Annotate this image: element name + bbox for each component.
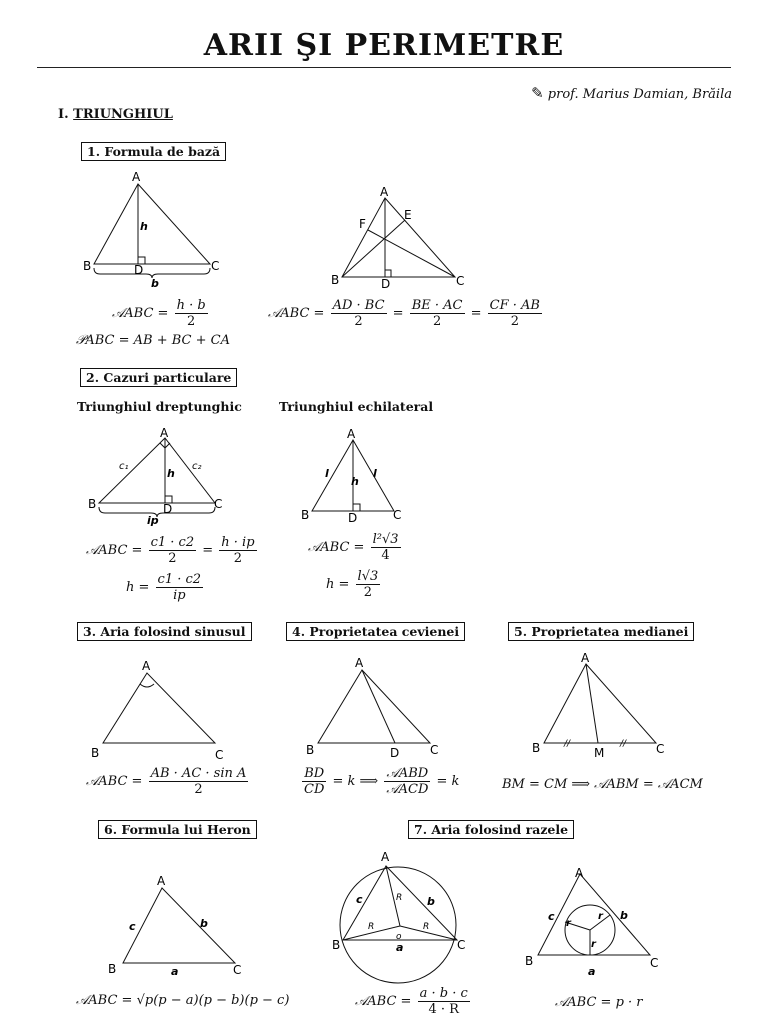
svg-text:h: h [167, 467, 175, 480]
svg-text:C: C [215, 748, 224, 762]
svg-text:a: a [588, 965, 596, 978]
svg-text:A: A [157, 874, 166, 888]
box-formula-heron: 6. Formula lui Heron [98, 820, 257, 839]
svg-text:D: D [348, 511, 358, 525]
svg-text:b: b [620, 909, 628, 922]
svg-text:c₂: c₂ [192, 461, 202, 472]
svg-text:C: C [430, 743, 439, 757]
svg-text:r: r [591, 939, 596, 950]
right-triangle-title: Triunghiul dreptunghic [77, 399, 242, 414]
diagram-median-triangle [528, 650, 678, 762]
pencil-icon: ✎ [531, 84, 544, 102]
author-name: prof. Marius Damian, Brăila [547, 87, 732, 102]
svg-text:b: b [427, 895, 435, 908]
svg-text:o: o [396, 932, 402, 942]
box-cazuri-particulare: 2. Cazuri particulare [80, 368, 237, 387]
svg-text:B: B [301, 508, 310, 522]
svg-text:h: h [351, 475, 359, 488]
svg-text:D: D [163, 502, 173, 516]
label-h: h [140, 220, 148, 233]
svg-text:B: B [88, 497, 97, 511]
formula-median: BM = CM ⟹ 𝒜ABM = 𝒜ACM [502, 777, 703, 792]
formula-cevian: $\frac{BD}{CD}$ = k ⟹ $\frac{\text{𝒜ABD}}{\text{𝒜ACD}}$ = k [304, 766, 460, 797]
formula-equilateral-height: h = $\frac{l√3}{2}$ [326, 569, 379, 600]
point-c: C [211, 259, 220, 273]
box-aria-razele: 7. Aria folosind razele [408, 820, 574, 839]
svg-text:C: C [456, 274, 465, 288]
box-aria-sinus: 3. Aria folosind sinusul [77, 622, 252, 641]
formula-right-area: 𝒜ABC = $\frac{c1 \cdot c2}{2}$ = $\frac{h \cdot ip}{2}$ [86, 535, 255, 566]
svg-text:l: l [373, 467, 377, 480]
formula-area-altitudes: 𝒜ABC = $\frac{AD \cdot BC}{2}$ = $\frac{BE \cdot AC}{2}$ = $\frac{CF \cdot AB}{2}$ [268, 298, 540, 329]
diagram-basic-triangle [80, 168, 230, 293]
section-heading: I. TRIUNGHIUL [58, 107, 173, 122]
svg-text:r: r [566, 918, 571, 929]
svg-text:C: C [214, 497, 223, 511]
svg-text:A: A [581, 651, 590, 665]
svg-text:ip: ip [147, 514, 159, 527]
author-line [531, 84, 732, 102]
svg-text:A: A [355, 656, 364, 670]
formula-right-height: h = $\frac{c1 \cdot c2}{ip}$ [126, 572, 202, 603]
formula-circumradius-area: 𝒜ABC = $\frac{a \cdot b \cdot c}{4 \cdot R}$ [355, 986, 468, 1017]
svg-text:A: A [575, 866, 584, 880]
formula-inradius-area: 𝒜ABC = p · r [555, 995, 643, 1010]
point-b: B [83, 259, 92, 273]
svg-text:F: F [359, 217, 366, 231]
svg-text:c: c [129, 920, 136, 933]
svg-text:A: A [160, 426, 169, 440]
svg-text:B: B [532, 741, 541, 755]
svg-text:C: C [650, 956, 659, 970]
box-proprietatea-cevienei: 4. Proprietatea cevienei [286, 622, 465, 641]
formula-area-basic: 𝒜ABC = $\frac{h \cdot b}{2}$ [112, 298, 206, 329]
svg-text:R: R [396, 893, 403, 903]
svg-text:C: C [233, 963, 242, 977]
formula-perimeter: 𝒫ABC = AB + BC + CA [76, 333, 230, 348]
formula-heron: 𝒜ABC = √p(p − a)(p − b)(p − c) [76, 993, 290, 1008]
svg-text:D: D [381, 277, 391, 291]
point-a: A [132, 170, 141, 184]
svg-text:C: C [393, 508, 402, 522]
svg-text:B: B [108, 962, 117, 976]
equilateral-title: Triunghiul echilateral [279, 399, 434, 414]
svg-text:r: r [598, 911, 603, 922]
title-divider [37, 67, 731, 68]
svg-text:A: A [142, 659, 151, 673]
diagram-inscribed-circle [520, 862, 670, 982]
svg-text://: // [564, 739, 571, 749]
svg-text:a: a [396, 941, 404, 954]
label-b: b [151, 277, 159, 290]
svg-text:B: B [331, 273, 340, 287]
svg-text:R: R [368, 922, 375, 932]
svg-text:A: A [381, 850, 390, 864]
box-proprietatea-medianei: 5. Proprietatea medianei [508, 622, 694, 641]
svg-text:M: M [594, 746, 605, 760]
svg-text:A: A [347, 427, 356, 441]
svg-text:c: c [548, 910, 555, 923]
section-name: TRIUNGHIUL [73, 107, 173, 122]
diagram-right-triangle [85, 425, 235, 533]
box-formula-de-baza: 1. Formula de bază [81, 142, 226, 161]
svg-text:a: a [171, 965, 179, 978]
diagram-equilateral-triangle [298, 425, 408, 525]
diagram-cevian-triangle [300, 655, 450, 763]
svg-text:c₁: c₁ [119, 461, 129, 472]
svg-text:R: R [423, 922, 430, 932]
svg-text:c: c [356, 893, 363, 906]
svg-text:b: b [200, 917, 208, 930]
svg-text:B: B [91, 746, 100, 760]
formula-sine-area: 𝒜ABC = $\frac{\text{AB · AC · sin A}}{2}$ [86, 766, 247, 797]
diagram-circumscribed-circle [330, 848, 475, 988]
point-d: D [134, 263, 144, 277]
svg-text:C: C [656, 742, 665, 756]
svg-text:B: B [306, 743, 315, 757]
diagram-altitudes-triangle [328, 182, 478, 292]
svg-text:B: B [525, 954, 534, 968]
page-title: ARII ŞI PERIMETRE [203, 28, 565, 63]
formula-equilateral-area: 𝒜ABC = $\frac{\text{l²√3}}{4}$ [308, 532, 399, 563]
svg-text:D: D [390, 746, 400, 760]
svg-text:C: C [457, 938, 466, 952]
diagram-sine-triangle [85, 655, 235, 763]
svg-text://: // [620, 739, 627, 749]
svg-text:l: l [325, 467, 329, 480]
svg-text:A: A [380, 185, 389, 199]
svg-text:E: E [404, 208, 412, 222]
diagram-heron-triangle [105, 870, 255, 980]
svg-text:B: B [332, 938, 341, 952]
